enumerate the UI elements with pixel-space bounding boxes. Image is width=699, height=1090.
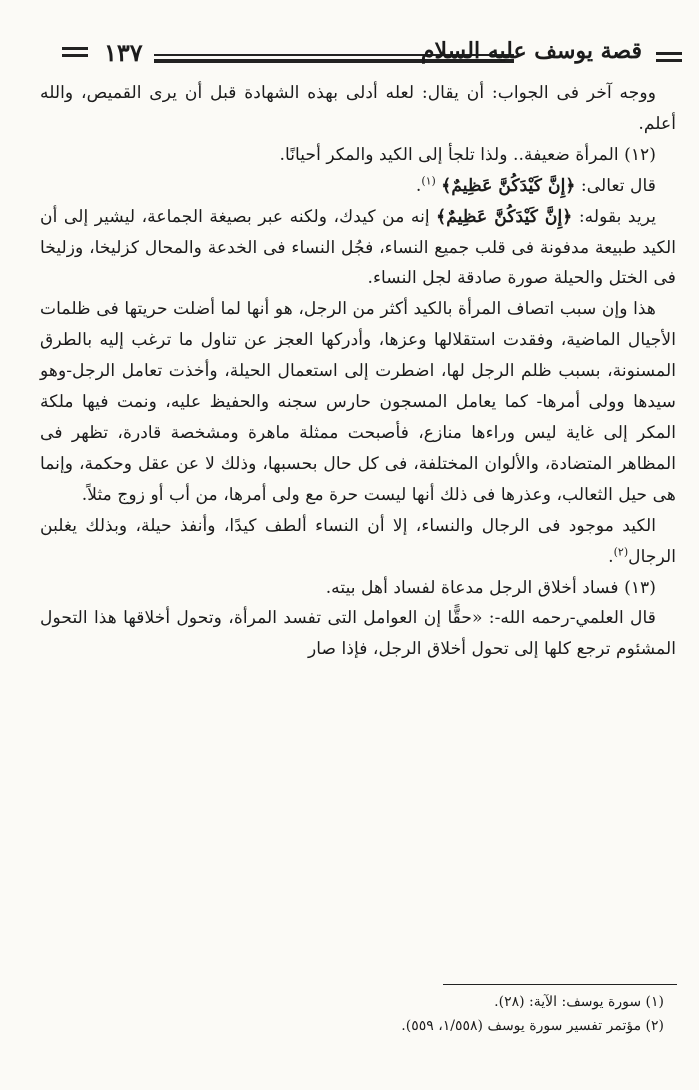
- quran-verse-2: ﴿إِنَّ كَيْدَكُنَّ عَظِيمٌ﴾: [436, 206, 573, 227]
- header-dash-left-bottom: [62, 54, 88, 57]
- header-dash-right-bottom: [656, 59, 682, 62]
- footnote-divider: [443, 984, 677, 985]
- paragraph-8: قال العلمي-رحمه الله-: «حقًّا إن العوامل التى تفسد المرأة، وتحول أخلاقها هذا التحول المشئوم ترجع كلها إلى تحول أخلاق الرجل، فإذا صار: [40, 608, 676, 660]
- p4-intro: يريد بقوله:: [572, 206, 656, 227]
- paragraph-3: [40, 171, 676, 202]
- book-title: قصة يوسف عليه السلام: [420, 38, 642, 64]
- paragraph-4: [40, 202, 676, 295]
- paragraph-2: (١٢) المرأة ضعيفة.. ولذا تلجأ إلى الكيد والمكر أحيانًا.: [279, 144, 656, 165]
- header-dash-left-top: [62, 47, 88, 50]
- quran-verse: ﴿إِنَّ كَيْدَكُنَّ عَظِيمٌ﴾: [441, 175, 576, 196]
- footnote-1: (١) سورة يوسف: الآية: (٢٨).: [494, 994, 664, 1010]
- paragraph-1: ووجه آخر فى الجواب: أن يقال: لعله أدلى بهذه الشهادة قبل أن يرى القميص، والله أعلم.: [40, 83, 676, 134]
- footnotes: [40, 990, 676, 1038]
- quote-intro: قال تعالى:: [575, 175, 656, 196]
- paragraph-6: [40, 511, 676, 573]
- header-dash-right-top: [656, 52, 682, 55]
- footnote-ref-2: (٢): [613, 544, 629, 558]
- footnote-2: (٢) مؤتمر تفسير سورة يوسف (١/٥٥٨، ٥٥٩).: [401, 1018, 664, 1034]
- p6-end: .: [608, 546, 614, 567]
- body-text: [40, 78, 676, 665]
- page-header: [62, 38, 682, 72]
- paragraph-5: هذا وإن سبب اتصاف المرأة بالكيد أكثر من الرجل، هو أنها لما أضلت حريتها فى ظلمات الأجيال الماضية، وفقدت استقلالها وعزها، وأدركها العجز عن تناول ما ترغب إليه بالطرق المسنونة، بسبب ظلم الرجل لها، اضطرت إلى استعمال الحيلة، وأخذت تعامل الرجل-وهو سيدها وولى أمرها- كما يعامل المسجون حارس سجنه والحفيظ عليه، ونمت فيها ملكة المكر إلى غاية ليس وراءها منازع، فأصبحت ممثلة ماهرة ومشخصة قادرة، تظهر فى المظاهر المتضادة، والألوان المختلفة، فى كل حال بحسبها، وذلك لا عن عقل وحكمة، وإنما هى حيل الثعالب، وعذرها فى ذلك أنها ليست حرة مع ولى أمرها، من أب أو زوج مثلاً.: [40, 299, 676, 505]
- paragraph-7: (١٣) فساد أخلاق الرجل مدعاة لفساد أهل بيته.: [325, 577, 656, 598]
- p6-text: الكيد موجود فى الرجال والنساء، إلا أن النساء ألطف كيدًا، وأنفذ حيلة، وبذلك يغلبن الرجال: [40, 515, 676, 567]
- p4-text: إنه من كيدك، ولكنه عبر بصيغة الجماعة، ليشير إلى أن الكيد طبيعة مدفونة فى قلب جميع النساء، فجُل النساء فى الخدعة والمحال كزليخا، وزليخا فى الختل والحيلة صورة صادقة لجل النساء.: [40, 206, 676, 289]
- p3-end: .: [415, 175, 422, 196]
- page-number: ١٣٧: [104, 38, 143, 67]
- footnote-ref-1: (١): [421, 173, 436, 187]
